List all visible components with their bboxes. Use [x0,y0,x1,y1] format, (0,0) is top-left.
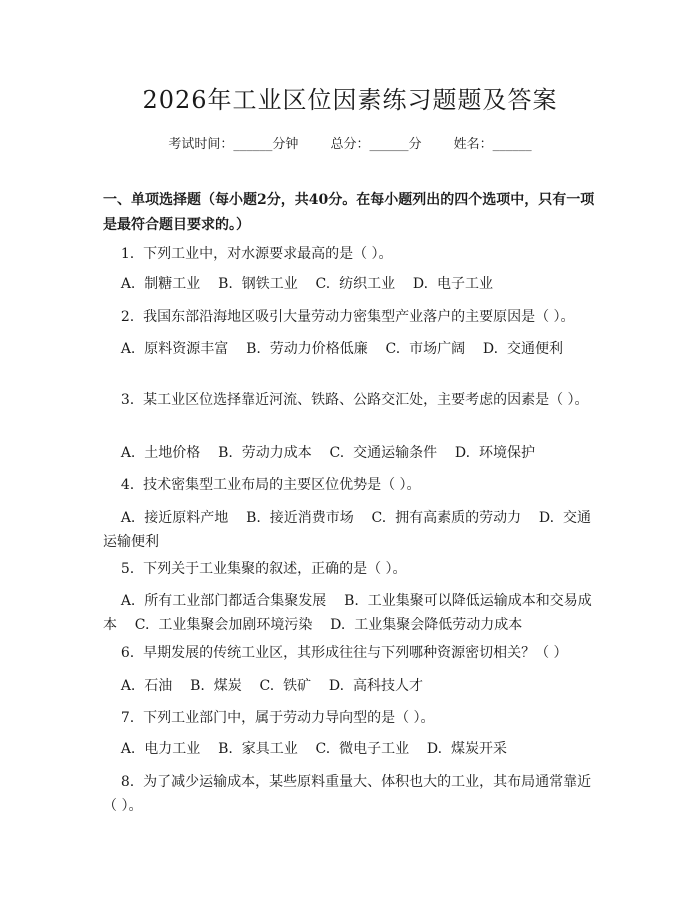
question-stem: 8. 为了减少运输成本，某些原料重量大、体积也大的工业，其布局通常靠近（ ）。 [103,774,592,814]
question-stem: 4. 技术密集型工业布局的主要区位优势是（ ）。 [103,477,421,493]
question-options: A. 电力工业 B. 家具工业 C. 微电子工业 D. 煤炭开采 [103,741,507,757]
question-stem: 6. 早期发展的传统工业区，其形成往往与下列哪种资源密切相关？（ ） [103,645,568,661]
question-stem: 2. 我国东部沿海地区吸引大量劳动力密集型产业落户的主要原因是（ ）。 [103,309,575,325]
question-options: A. 石油 B. 煤炭 C. 铁矿 D. 高科技人才 [103,678,423,694]
question-stem: 3. 某工业区位选择靠近河流、铁路、公路交汇处，主要考虑的因素是（ ）。 [103,392,589,408]
exam-meta [0,133,700,152]
question-options: A. 土地价格 B. 劳动力成本 C. 交通运输条件 D. 环境保护 [103,445,535,461]
question-options: A. 制糖工业 B. 钢铁工业 C. 纺织工业 D. 电子工业 [103,276,493,292]
exam-time: 考试时间：______分钟 [168,137,299,152]
section-heading: 一、单项选择题（每小题2分，共40分。在每小题列出的四个选项中，只有一项是最符合题目要求的。） [103,192,595,233]
question-stem: 7. 下列工业部门中，属于劳动力导向型的是（ ）。 [103,710,435,726]
total-score: 总分：______分 [330,137,422,152]
question-stem: 1. 下列工业中，对水源要求最高的是（ ）。 [103,246,393,262]
page-title: 2026年工业区位因素练习题题及答案 [142,86,558,114]
student-name: 姓名：______ [453,137,532,152]
question-options: A. 原料资源丰富 B. 劳动力价格低廉 C. 市场广阔 D. 交通便利 [103,341,563,357]
question-options: A. 所有工业部门都适合集聚发展 B. 工业集聚可以降低运输成本和交易成本 C. 工业集聚会加剧环境污染 D. 工业集聚会降低劳动力成本 [103,593,592,633]
question-stem: 5. 下列关于工业集聚的叙述，正确的是（ ）。 [103,561,407,577]
question-options: A. 接近原料产地 B. 接近消费市场 C. 拥有高素质的劳动力 D. 交通运输便利 [103,510,591,550]
